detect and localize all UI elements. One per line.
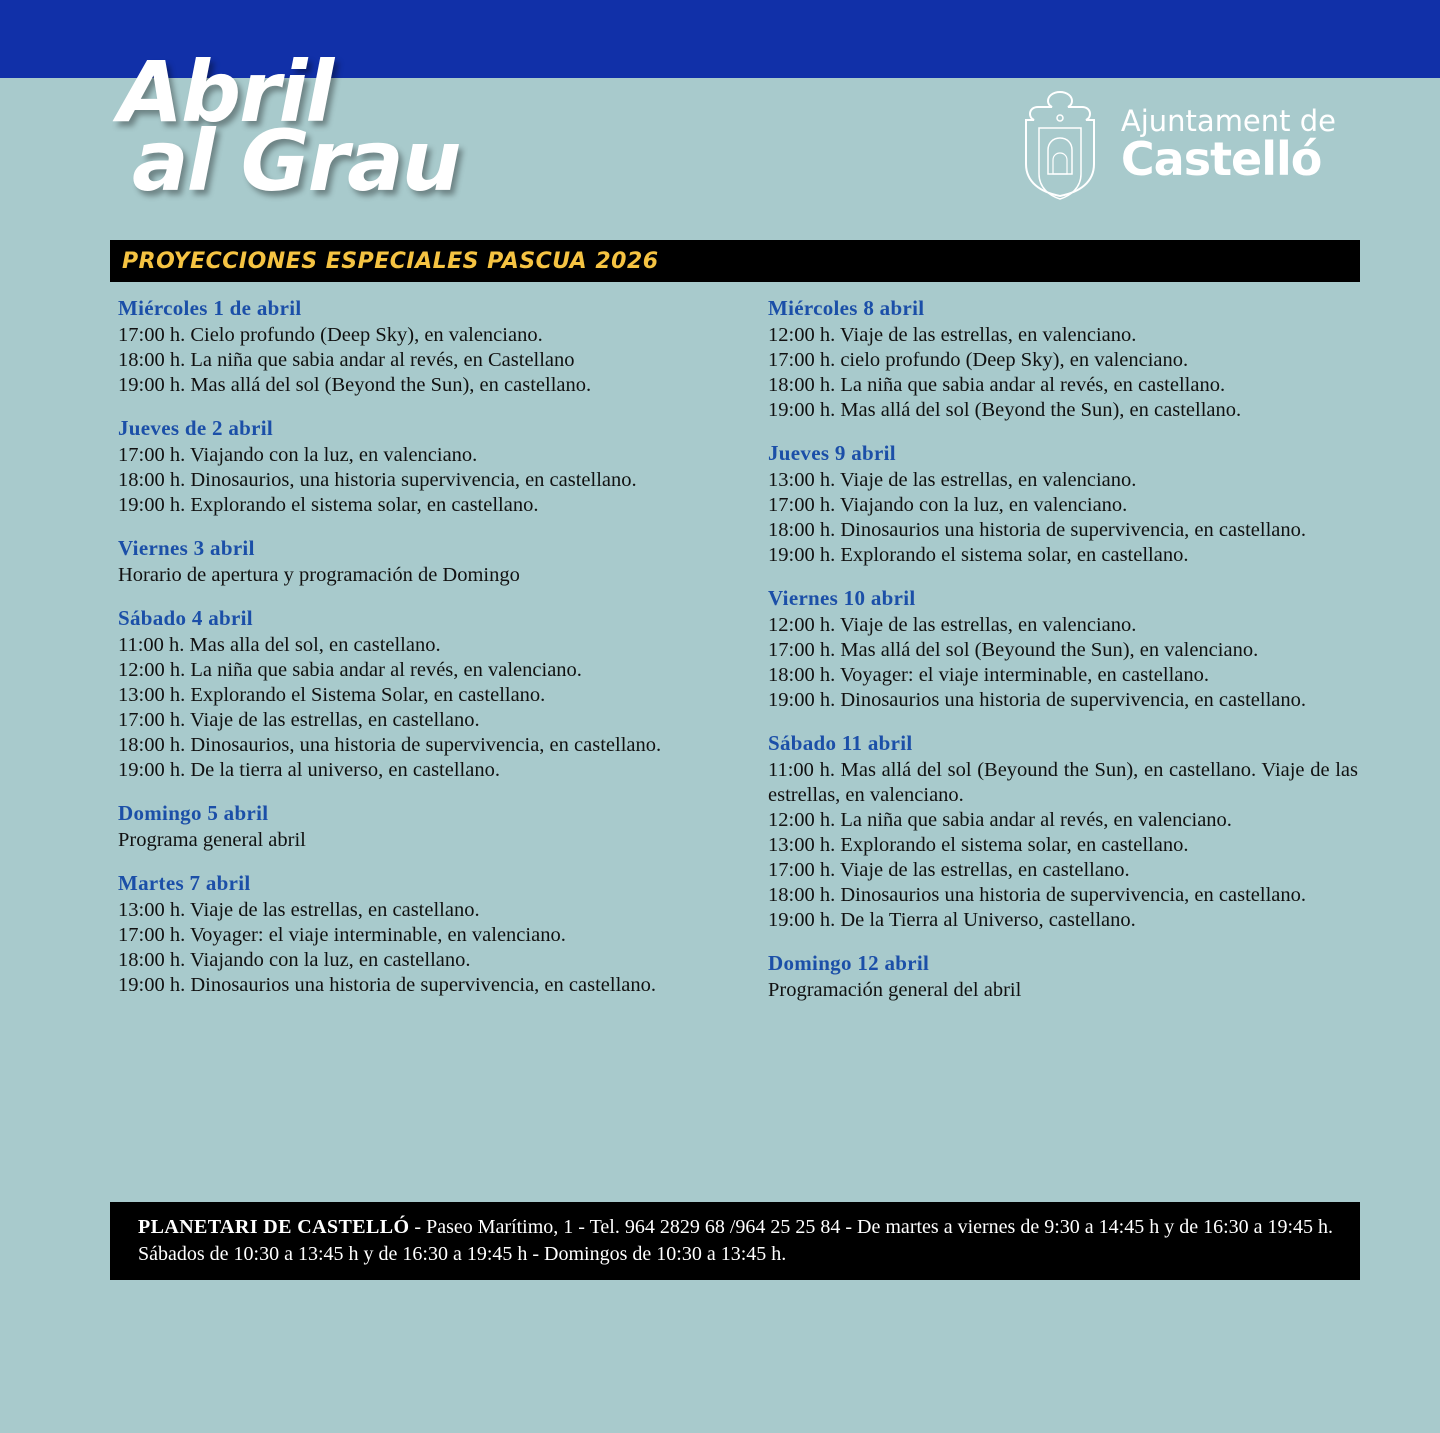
schedule-day-block bbox=[118, 536, 706, 588]
schedule-entry: 18:00 h. Dinosaurios una historia de supervivencia, en castellano. bbox=[768, 884, 1306, 906]
schedule-entry: 18:00 h. La niña que sabia andar al revés, en Castellano bbox=[118, 349, 575, 371]
schedule-day-title: Jueves de 2 abril bbox=[118, 416, 274, 440]
schedule-entry: 17:00 h. Viaje de las estrellas, en castellano. bbox=[118, 709, 480, 731]
schedule-day-block bbox=[118, 801, 706, 853]
brand-lockup bbox=[1017, 88, 1336, 200]
section-banner-label: PROYECCIONES ESPECIALES PASCUA 2026 bbox=[122, 248, 659, 274]
schedule-day-title: Miércoles 1 de abril bbox=[118, 296, 302, 320]
schedule-entry: 19:00 h. Dinosaurios una historia de supervivencia, en castellano. bbox=[118, 974, 656, 996]
schedule-entry: 17:00 h. Cielo profundo (Deep Sky), en valenciano. bbox=[118, 324, 543, 346]
schedule-entry: 18:00 h. Voyager: el viaje interminable, en castellano. bbox=[768, 664, 1210, 686]
schedule-day-block bbox=[768, 731, 1358, 933]
schedule-right-column bbox=[768, 296, 1358, 1021]
schedule-columns bbox=[0, 296, 1440, 1156]
schedule-entry: 12:00 h. Viaje de las estrellas, en valenciano. bbox=[768, 614, 1137, 636]
schedule-entry: 19:00 h. Explorando el sistema solar, en castellano. bbox=[768, 544, 1189, 566]
schedule-entry: 13:00 h. Explorando el Sistema Solar, en castellano. bbox=[118, 684, 546, 706]
brand-line-2: Castelló bbox=[1120, 131, 1322, 186]
title-line-2: al Grau bbox=[132, 111, 460, 210]
schedule-day-block bbox=[118, 606, 706, 783]
schedule-day-block bbox=[118, 871, 706, 998]
schedule-left-column bbox=[118, 296, 706, 1016]
brand-text bbox=[1120, 103, 1336, 186]
schedule-day-title: Domingo 12 abril bbox=[768, 951, 930, 975]
schedule-entry: 18:00 h. Dinosaurios, una historia de supervivencia, en castellano. bbox=[118, 734, 662, 756]
schedule-entry: 19:00 h. Mas allá del sol (Beyond the Sun), en castellano. bbox=[768, 399, 1242, 421]
venue-details: - Paseo Marítimo, 1 - Tel. 964 2829 68 /964 25 25 84 - De martes a viernes de 9:30 a 14:45 h y de 16:30 a 19:45 h. Sábados de 10:30 a 13:45 h y de 16:30 a 19:45 h - Domingos de 10:30 a 13:45 h. bbox=[138, 1216, 1334, 1265]
schedule-entry: 17:00 h. Mas allá del sol (Beyound the Sun), en valenciano. bbox=[768, 639, 1259, 661]
schedule-entry: 19:00 h. Dinosaurios una historia de supervivencia, en castellano. bbox=[768, 689, 1306, 711]
schedule-entry: 11:00 h. Mas alla del sol, en castellano. bbox=[118, 634, 441, 656]
schedule-day-title: Jueves 9 abril bbox=[768, 441, 896, 465]
schedule-entry: 17:00 h. Viajando con la luz, en valenciano. bbox=[118, 444, 478, 466]
brand-line-1: Ajuntament de bbox=[1120, 103, 1336, 138]
schedule-day-block bbox=[118, 416, 706, 518]
schedule-entry: 12:00 h. La niña que sabia andar al revés, en valenciano. bbox=[118, 659, 582, 681]
schedule-entry: 19:00 h. De la Tierra al Universo, castellano. bbox=[768, 909, 1136, 931]
schedule-day-block bbox=[768, 586, 1358, 713]
schedule-entry: 17:00 h. Voyager: el viaje interminable, en valenciano. bbox=[118, 924, 566, 946]
schedule-day-title: Miércoles 8 abril bbox=[768, 296, 925, 320]
footer-text bbox=[110, 1202, 1360, 1268]
schedule-day-title: Domingo 5 abril bbox=[118, 801, 269, 825]
schedule-day-block bbox=[118, 296, 706, 398]
schedule-entry: 19:00 h. Mas allá del sol (Beyond the Sun), en castellano. bbox=[118, 374, 592, 396]
venue-name: PLANETARI DE CASTELLÓ bbox=[138, 1216, 410, 1238]
schedule-entry: 19:00 h. De la tierra al universo, en castellano. bbox=[118, 759, 500, 781]
castello-coat-of-arms-icon bbox=[1017, 88, 1103, 200]
schedule-entry: 19:00 h. Explorando el sistema solar, en castellano. bbox=[118, 494, 539, 516]
schedule-entry: Programación general del abril bbox=[768, 979, 1022, 1001]
poster-header bbox=[0, 0, 1440, 240]
schedule-entry: 13:00 h. Viaje de las estrellas, en castellano. bbox=[118, 899, 480, 921]
schedule-day-title: Martes 7 abril bbox=[118, 871, 251, 895]
schedule-entry: 13:00 h. Explorando el sistema solar, en castellano. bbox=[768, 834, 1189, 856]
schedule-day-title: Sábado 4 abril bbox=[118, 606, 253, 630]
page-title bbox=[118, 43, 460, 210]
schedule-day-title: Viernes 10 abril bbox=[768, 586, 916, 610]
schedule-day-block bbox=[768, 296, 1358, 423]
footer-info-bar bbox=[110, 1202, 1360, 1280]
schedule-entry: 18:00 h. Dinosaurios, una historia supervivencia, en castellano. bbox=[118, 469, 637, 491]
schedule-entry: 11:00 h. Mas allá del sol (Beyound the Sun), en castellano. Viaje de las estrellas, en valenciano. bbox=[768, 759, 1358, 806]
schedule-day-block bbox=[768, 951, 1358, 1003]
schedule-day-title: Viernes 3 abril bbox=[118, 536, 255, 560]
title-line-1: Abril bbox=[118, 43, 333, 141]
schedule-entry: 17:00 h. Viaje de las estrellas, en castellano. bbox=[768, 859, 1130, 881]
schedule-entry: 12:00 h. Viaje de las estrellas, en valenciano. bbox=[768, 324, 1137, 346]
schedule-entry: Horario de apertura y programación de Domingo bbox=[118, 564, 520, 586]
schedule-entry: 13:00 h. Viaje de las estrellas, en valenciano. bbox=[768, 469, 1137, 491]
section-banner bbox=[110, 240, 1360, 282]
schedule-entry: 18:00 h. Viajando con la luz, en castellano. bbox=[118, 949, 471, 971]
schedule-entry: Programa general abril bbox=[118, 829, 306, 851]
schedule-entry: 17:00 h. cielo profundo (Deep Sky), en valenciano. bbox=[768, 349, 1189, 371]
schedule-entry: 18:00 h. Dinosaurios una historia de supervivencia, en castellano. bbox=[768, 519, 1306, 541]
schedule-day-title: Sábado 11 abril bbox=[768, 731, 913, 755]
schedule-entry: 12:00 h. La niña que sabia andar al revés, en valenciano. bbox=[768, 809, 1232, 831]
schedule-day-block bbox=[768, 441, 1358, 568]
schedule-entry: 17:00 h. Viajando con la luz, en valenciano. bbox=[768, 494, 1128, 516]
schedule-entry: 18:00 h. La niña que sabia andar al revés, en castellano. bbox=[768, 374, 1226, 396]
